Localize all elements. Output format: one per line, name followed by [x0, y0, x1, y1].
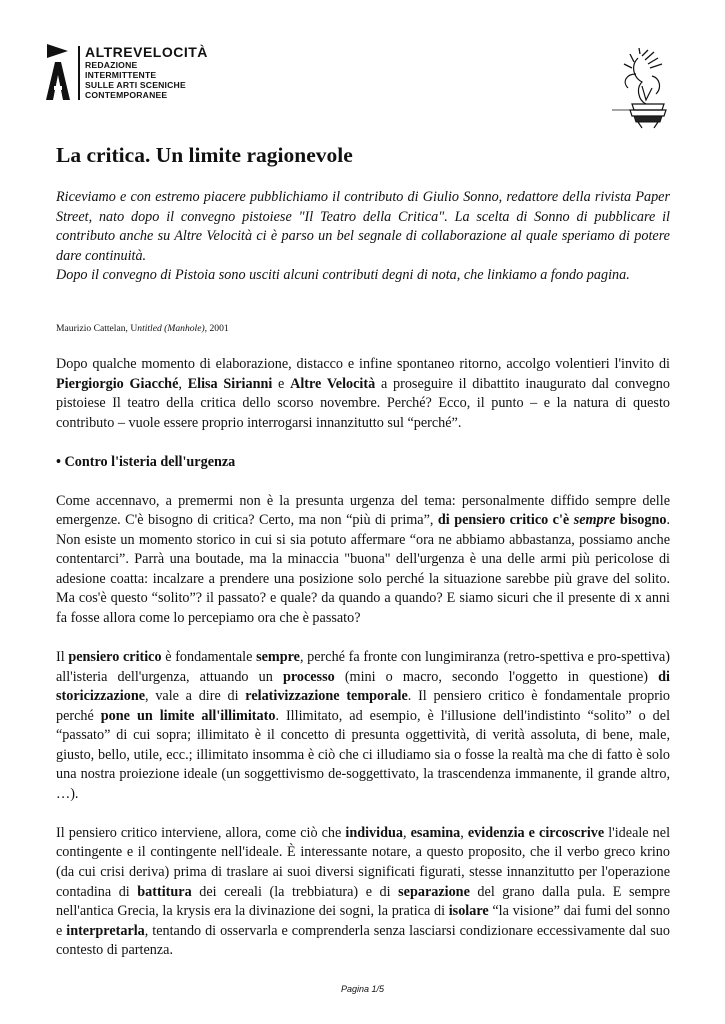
caption-work-title: ntitled (Manhole) — [137, 323, 205, 334]
text-run: è fondamentale — [161, 649, 257, 666]
organization-name: Altre Velocità — [290, 375, 376, 392]
body-paragraph — [56, 648, 670, 804]
emphasis-text: pensiero critico — [68, 649, 162, 666]
text-run: del grano dalla pula. E sempre nell'antica Grecia, la krysis era la divinazione dei sogni, la pratica di — [56, 883, 670, 920]
text-run: Il — [56, 649, 69, 666]
image-caption — [56, 323, 229, 334]
emphasis-text: individua — [345, 824, 403, 841]
emphasis-text: relativizzazione temporale — [245, 688, 408, 705]
text-run: , — [178, 375, 188, 392]
emphasis-text: battitura — [137, 883, 192, 900]
intro-block — [56, 188, 670, 286]
page-number: Pagina 1/5 — [340, 984, 385, 994]
text-run: (mini o macro, secondo l'oggetto in questione) — [334, 668, 659, 685]
text-run: l'ideale nel contingente e il contingente nell'ideale. È interessante notare, a questo proposito, che il verbo greco krino (da cui crisi deriva) prima di traslare ai suoi diversi significati figurati, stesse innanzitutto per l'operazione contadina di — [56, 824, 671, 900]
text-run: a proseguire il dibattito inaugurato dal convegno pistoiese Il teatro della critica dello scorso novembre. Perché? Ecco, il punto – e la natura di questo contributo – vuole essere proprio interrogarsi innanzitutto sul “perché”. — [56, 375, 670, 431]
text-run: e — [272, 375, 291, 392]
text-run: Il pensiero critico interviene, allora, come ciò che — [56, 824, 346, 841]
body-paragraph — [56, 492, 670, 629]
altrevelocita-logo — [44, 42, 244, 104]
section-heading: • Contro l'isteria dell'urgenza — [56, 453, 236, 470]
logo-text — [85, 45, 208, 100]
person-name: Elisa Sirianni — [187, 375, 273, 392]
emphasis-text: di storicizzazione — [56, 668, 670, 705]
text-run: , — [460, 824, 468, 841]
emphasis-text: bisogno — [615, 512, 667, 529]
text-run: , perché fa fronte con lungimiranza (retro-spettiva e pro-spettiva) all'isteria dell'urgenza, attuando un — [56, 649, 670, 685]
emphasis-text: separazione — [398, 883, 470, 900]
logo-line: REDAZIONE — [85, 60, 138, 70]
emphasis-text: pone un limite all'illimitato — [100, 707, 276, 724]
text-run: , — [402, 824, 411, 841]
emphasis-text: isolare — [448, 903, 489, 920]
page-title: La critica. Un limite ragionevole — [56, 143, 353, 167]
emphasis-text: sempre — [573, 512, 616, 529]
text-run: , tentando di osservarla e comprenderla senza lasciarsi condizionare eccessivamente dal suo contesto di partenza. — [56, 922, 670, 959]
emphasis-text: interpretarla — [66, 922, 145, 939]
logo-title: ALTREVELOCITÀ — [85, 44, 208, 60]
logo-line: INTERMITTENTE — [85, 70, 157, 80]
text-run: , vale a dire di — [145, 688, 246, 705]
intro-paragraph: Riceviamo e con estremo piacere pubblichiamo il contributo di Giulio Sonno, redattore della rivista Paper Street, nato dopo il convegno pistoiese "Il Teatro della Critica". La scelta di Sonno di pubblicare il contributo anche su Altre Velocità ci è parso un bel segnale di collaborazione al quale speriamo di potere dare continuità. — [56, 189, 670, 264]
text-run: . Illimitato, ad esempio, è l'illusione dell'indistinto “solito” o del “passato” di cui sopra; illimitato è il concetto di presunta oggettività, di verità assoluta, di bene, male, giusto, bello, utile, ecc.; illimitato insomma è ciò che ci illudiamo sia o fosse la realtà ma che di fatto è solo una nostra proiezione ideale (un soggettivismo de-soggettivato, la trascendenza immanente, il grande altro, …). — [56, 707, 671, 802]
text-run: . Il pensiero critico è fondamentale proprio perché — [56, 688, 670, 724]
emphasis-text: evidenzia e circoscrive — [467, 824, 605, 841]
text-run: dei cereali (la trebbiatura) e di — [191, 883, 399, 900]
text-run: Come accennavo, a premermi non è la presunta urgenza del tema: personalmente diffido sempre delle emergenze. C'è bisogno di critica? Certo, ma non “più di prima”, — [56, 492, 670, 529]
figure-illustration-icon — [612, 48, 684, 132]
emphasis-text: esamina — [410, 824, 461, 841]
intro-paragraph: Dopo il convegno di Pistoia sono usciti alcuni contributi degni di nota, che linkiamo a fondo pagina. — [56, 267, 630, 284]
body-paragraph — [56, 824, 670, 961]
altrevelocita-mark-icon — [44, 42, 72, 102]
caption-author: Maurizio Cattelan, U — [56, 323, 138, 334]
emphasis-text: sempre — [256, 649, 300, 666]
text-run: Dopo qualche momento di elaborazione, distacco e infine spontaneo ritorno, accolgo volentieri l'invito di — [56, 356, 670, 372]
body-paragraph — [56, 355, 670, 433]
emphasis-text: di pensiero critico c'è — [437, 512, 574, 529]
caption-year: , 2001 — [204, 323, 229, 334]
text-run: . Non esiste un momento storico in cui si sia potuto affermare “ora ne abbiamo abbastanza, possiamo anche contentarci”. Parrà una boutade, ma la minaccia "buona" dell'urgenza è una delle armi più pericolose di adesione coatta: incalzare a prendere una posizione solo perché la situazione sarebbe più grave del solito. Ma cos'è questo “solito”? il passato? e quale? da quando a quando? E siamo sicuri che il presente di x anni fa fosse allora come lo percepiamo ora che è passato? — [56, 512, 671, 627]
person-name: Piergiorgio Giacché — [56, 375, 179, 392]
article-body — [56, 355, 670, 980]
logo-line: SULLE ARTI SCENICHE — [85, 80, 186, 90]
logo-divider — [78, 46, 80, 100]
text-run: “la visione” dai fumi del sonno e — [56, 903, 670, 939]
emphasis-text: processo — [282, 668, 335, 685]
logo-line: CONTEMPORANEE — [85, 90, 168, 100]
